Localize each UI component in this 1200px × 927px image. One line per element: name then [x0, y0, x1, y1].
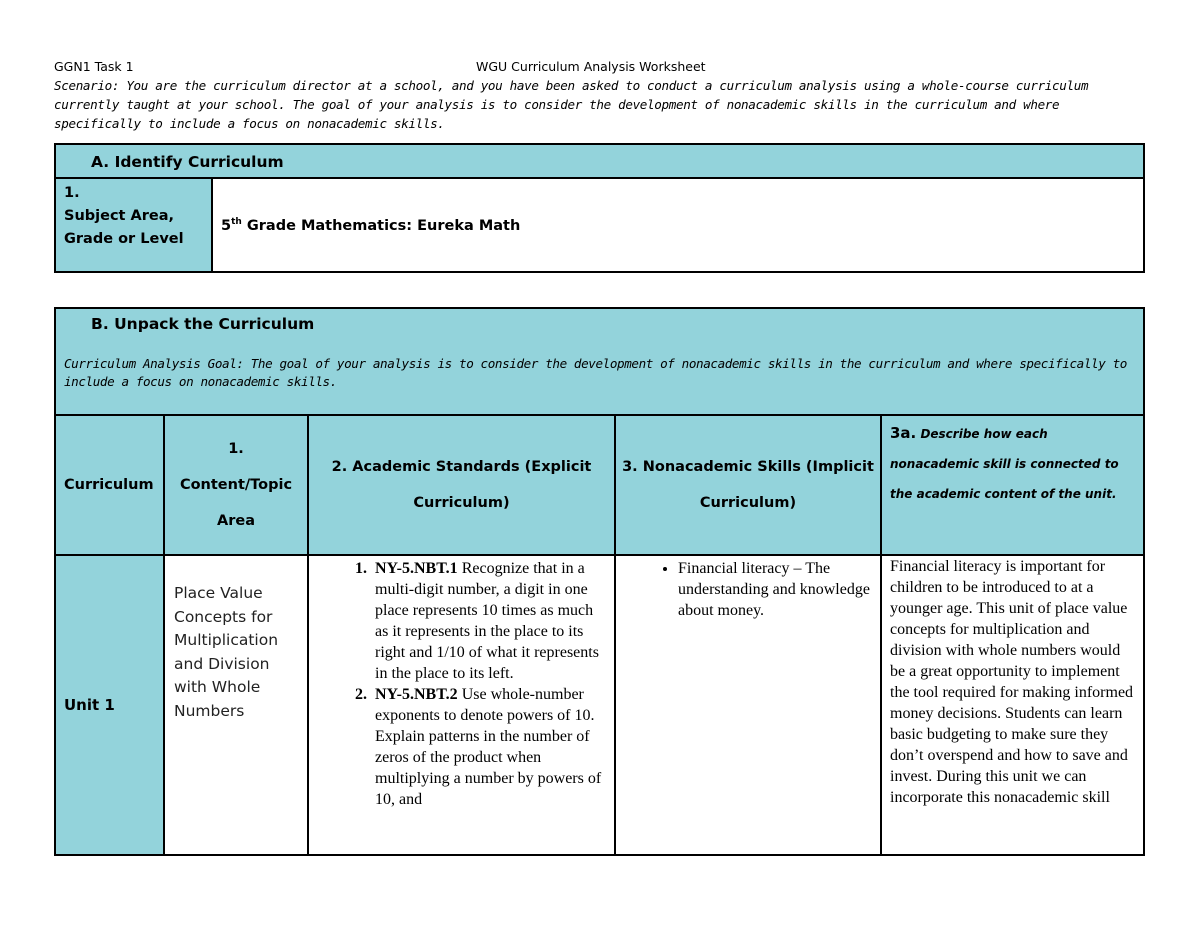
description-text: Financial literacy is important for children to be introduced to at a younger age. This unit of place value concepts for multiplication and division with whole numbers would be a great opportunity to implement the tool required for making informed money decisions. Students can learn basic budgeting to make sure they don’t overspend and how to save and invest. During this unit we can incorporate this nonacademic skill	[890, 558, 1134, 806]
grade-number: 5	[221, 217, 232, 234]
describe-text: Describe how each nonacademic skill is connected to the academic content of the unit.	[890, 427, 1119, 501]
table-row	[55, 555, 1144, 855]
standard-code: NY-5.NBT.2	[375, 686, 458, 703]
subject-area-num: 1.	[64, 185, 80, 201]
subject-area-label	[55, 178, 212, 272]
skills-line1: 3. Nonacademic Skills (Implicit	[622, 459, 874, 475]
standard-text: Recognize that in a multi-digit number, a digit in one place represents 10 times as much as it represents in the place to its right and 1/10 of what it represents in the place to its left.	[375, 560, 599, 682]
list-item	[371, 558, 610, 684]
document-title: WGU Curriculum Analysis Worksheet	[476, 59, 706, 74]
identify-curriculum-table	[54, 143, 1145, 273]
content-num: 1.	[228, 441, 244, 457]
nonacademic-skills-cell	[615, 555, 881, 855]
task-label: GGN1 Task 1	[54, 59, 134, 74]
subject-area-line2: Grade or Level	[64, 231, 184, 247]
grade-suffix: th	[231, 216, 242, 227]
description-cell	[881, 555, 1144, 855]
skills-list	[616, 558, 874, 621]
col-header-curriculum: Curriculum	[55, 415, 164, 555]
content-line2: Area	[217, 513, 255, 529]
section-a-title: A. Identify Curriculum	[55, 144, 1144, 178]
col-header-content	[164, 415, 308, 555]
analysis-goal-text: Curriculum Analysis Goal: The goal of your analysis is to consider the development of nonacademic skills in the curriculum and where specifically to include a focus on nonacademic skills.	[64, 356, 1127, 389]
list-item	[371, 684, 610, 810]
unit-label: Unit 1	[55, 555, 164, 855]
standards-list	[309, 558, 610, 810]
standard-code: NY-5.NBT.1	[375, 560, 458, 577]
scenario-text: Scenario: You are the curriculum director at a school, and you have been asked to conduct a curriculum analysis using a whole-course curriculum currently taught at your school. The goal of your analysis is to consider the development of nonacademic skills in the curriculum and where specifically to include a focus on nonacademic skills.	[54, 78, 1089, 131]
subject-area-value	[212, 178, 1144, 272]
col-header-skills	[615, 415, 881, 555]
subject-area-line1: Subject Area,	[64, 208, 175, 224]
skills-line2: Curriculum)	[699, 495, 797, 511]
col-header-describe	[881, 415, 1144, 555]
academic-standards-cell	[308, 555, 615, 855]
topic-area: Place Value Concepts for Multiplication and Division with Whole Numbers	[164, 555, 308, 855]
list-item: • Financial literacy – The understanding and knowledge about money.	[678, 558, 874, 621]
describe-num: 3a.	[890, 424, 917, 442]
unpack-curriculum-table	[54, 307, 1145, 856]
section-b-title: B. Unpack the Curriculum	[91, 315, 315, 333]
subject-name: Grade Mathematics: Eureka Math	[241, 217, 521, 234]
content-line1: Content/Topic	[179, 477, 293, 493]
standard-text: Use whole-number exponents to denote powers of 10. Explain patterns in the number of zeros of the product when multiplying a number by powers of 10, and	[375, 686, 602, 808]
section-b-header	[55, 308, 1144, 415]
col-header-standards	[308, 415, 615, 555]
standards-line2: Curriculum)	[413, 495, 510, 511]
standards-line1: 2. Academic Standards (Explicit	[331, 459, 592, 475]
